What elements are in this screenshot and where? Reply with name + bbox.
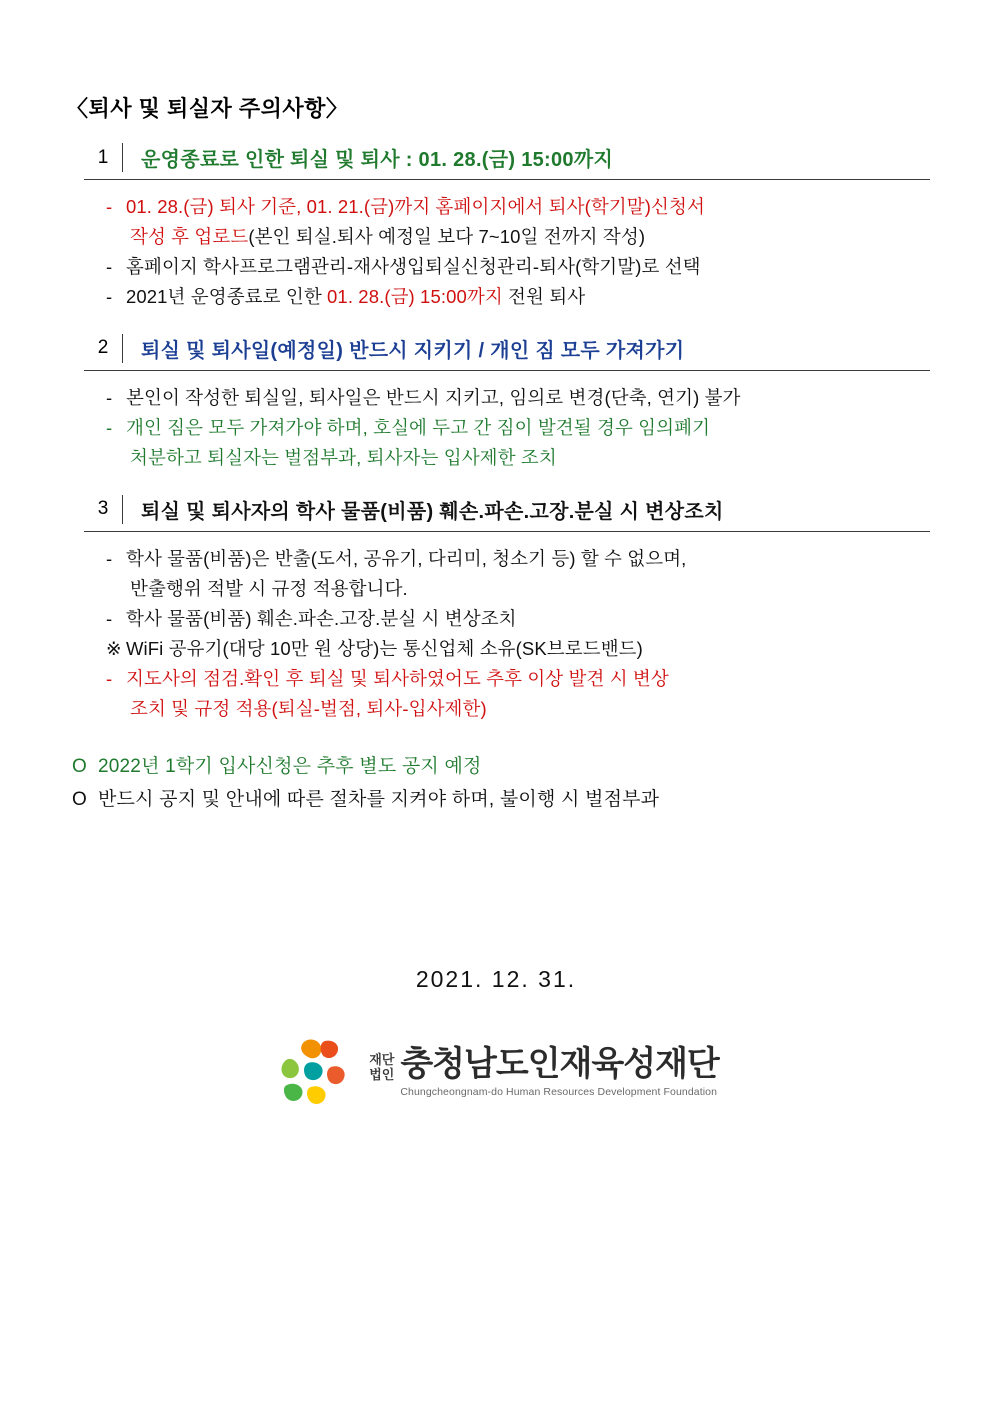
section-body [106, 383, 930, 473]
section-line [106, 574, 930, 604]
outline-text: 반드시 공지 및 안내에 따른 절차를 지켜야 하며, 불이행 시 벌점부과 [98, 788, 660, 810]
section-heading [84, 495, 930, 532]
section [62, 143, 930, 312]
section-line [106, 252, 930, 282]
logo-mark-icon [273, 1035, 359, 1109]
line-text: (본인 퇴실.퇴사 예정일 보다 7~10일 전까지 작성) [248, 225, 646, 247]
line-text: 지도사의 점검.확인 후 퇴실 및 퇴사하였어도 추후 이상 발견 시 변상 [126, 667, 669, 689]
bullet-marker: - [106, 607, 113, 629]
section-number: 3 [97, 498, 109, 520]
section-number: 1 [97, 146, 109, 168]
section-line [106, 634, 930, 664]
section-line [106, 413, 930, 443]
section-heading-text: 퇴실 및 퇴사일(예정일) 반드시 지키기 / 개인 짐 모두 가져가기 [141, 339, 685, 362]
bullet-marker: - [106, 285, 113, 307]
outline-item [72, 750, 930, 783]
document-date: 2021. 12. 31. [415, 966, 577, 993]
sections-container [62, 143, 930, 724]
line-text: 학사 물품(비품)은 반출(도서, 공유기, 다리미, 청소기 등) 할 수 없으며, [126, 547, 687, 569]
line-text: 학사 물품(비품) 훼손.파손.고장.분실 시 변상조치 [126, 607, 517, 629]
bullet-marker: - [106, 547, 113, 569]
logo-sub-text: Chungcheongnam-do Human Resources Development Foundation [400, 1085, 718, 1098]
line-text: 2021년 운영종료로 인한 [126, 285, 328, 307]
section-line [106, 604, 930, 634]
outline-list [72, 750, 930, 817]
line-text: 01. 28.(금) 15:00까지 [327, 285, 503, 307]
section-line [106, 282, 930, 312]
bullet-marker: - [106, 667, 113, 689]
line-text: 본인이 작성한 퇴실일, 퇴사일은 반드시 지키고, 임의로 변경(단축, 연기) 불가 [126, 386, 741, 408]
outline-marker: O [72, 788, 87, 810]
logo-prefix [369, 1047, 394, 1083]
section-line [106, 544, 930, 574]
outline-marker: O [72, 755, 87, 777]
footer-logo [62, 1035, 930, 1109]
outline-text: 2022년 1학기 입사신청은 추후 별도 공지 예정 [98, 755, 482, 777]
section-heading-text: 퇴실 및 퇴사자의 학사 물품(비품) 훼손.파손.고장.분실 시 변상조치 [141, 500, 724, 523]
line-text: 작성 후 업로드 [130, 225, 249, 247]
logo-prefix-line1: 재단 [369, 1051, 395, 1067]
line-text: 처분하고 퇴실자는 벌점부과, 퇴사자는 입사제한 조치 [130, 446, 557, 468]
section-line [106, 664, 930, 694]
logo-main-text: 충청남도인재육성재단 [400, 1044, 719, 1083]
page-title: 〈퇴사 및 퇴실자 주의사항〉 [66, 96, 349, 121]
bullet-marker: - [106, 196, 113, 217]
section-line [106, 222, 930, 252]
line-text: WiFi 공유기(대당 10만 원 상당)는 통신업체 소유(SK브로드밴드) [126, 637, 643, 659]
line-text: 조치 및 규정 적용(퇴실-벌점, 퇴사-입사제한) [130, 697, 487, 719]
section-line [106, 694, 930, 724]
section [62, 495, 930, 724]
section-heading-text: 운영종료로 인한 퇴실 및 퇴사 : 01. 28.(금) 15:00까지 [141, 149, 614, 171]
logo-text [369, 1044, 719, 1098]
section-heading [84, 143, 930, 180]
outline-item [72, 783, 930, 816]
logo-prefix-line2: 법인 [369, 1066, 395, 1082]
line-text: 전원 퇴사 [502, 285, 586, 307]
bullet-marker: ※ [106, 637, 122, 659]
section [62, 334, 930, 473]
logo [273, 1035, 719, 1109]
section-body [106, 544, 930, 724]
bullet-marker: - [106, 386, 113, 408]
bullet-marker: - [106, 255, 113, 277]
section-line [106, 192, 930, 222]
section-heading [84, 334, 930, 371]
section-body [106, 192, 930, 312]
section-line [106, 443, 930, 473]
bullet-marker: - [106, 416, 113, 438]
line-text: 홈페이지 학사프로그램관리-재사생입퇴실신청관리-퇴사(학기말)로 선택 [126, 255, 701, 277]
line-text: 01. 28.(금) 퇴사 기준, 01. 21.(금)까지 홈페이지에서 퇴사(학기말)신청서 [126, 196, 705, 217]
line-text: 개인 짐은 모두 가져가야 하며, 호실에 두고 간 짐이 발견될 경우 임의폐기 [126, 416, 711, 438]
line-text: 반출행위 적발 시 규정 적용합니다. [130, 577, 408, 599]
section-line [106, 383, 930, 413]
section-number: 2 [97, 337, 109, 359]
